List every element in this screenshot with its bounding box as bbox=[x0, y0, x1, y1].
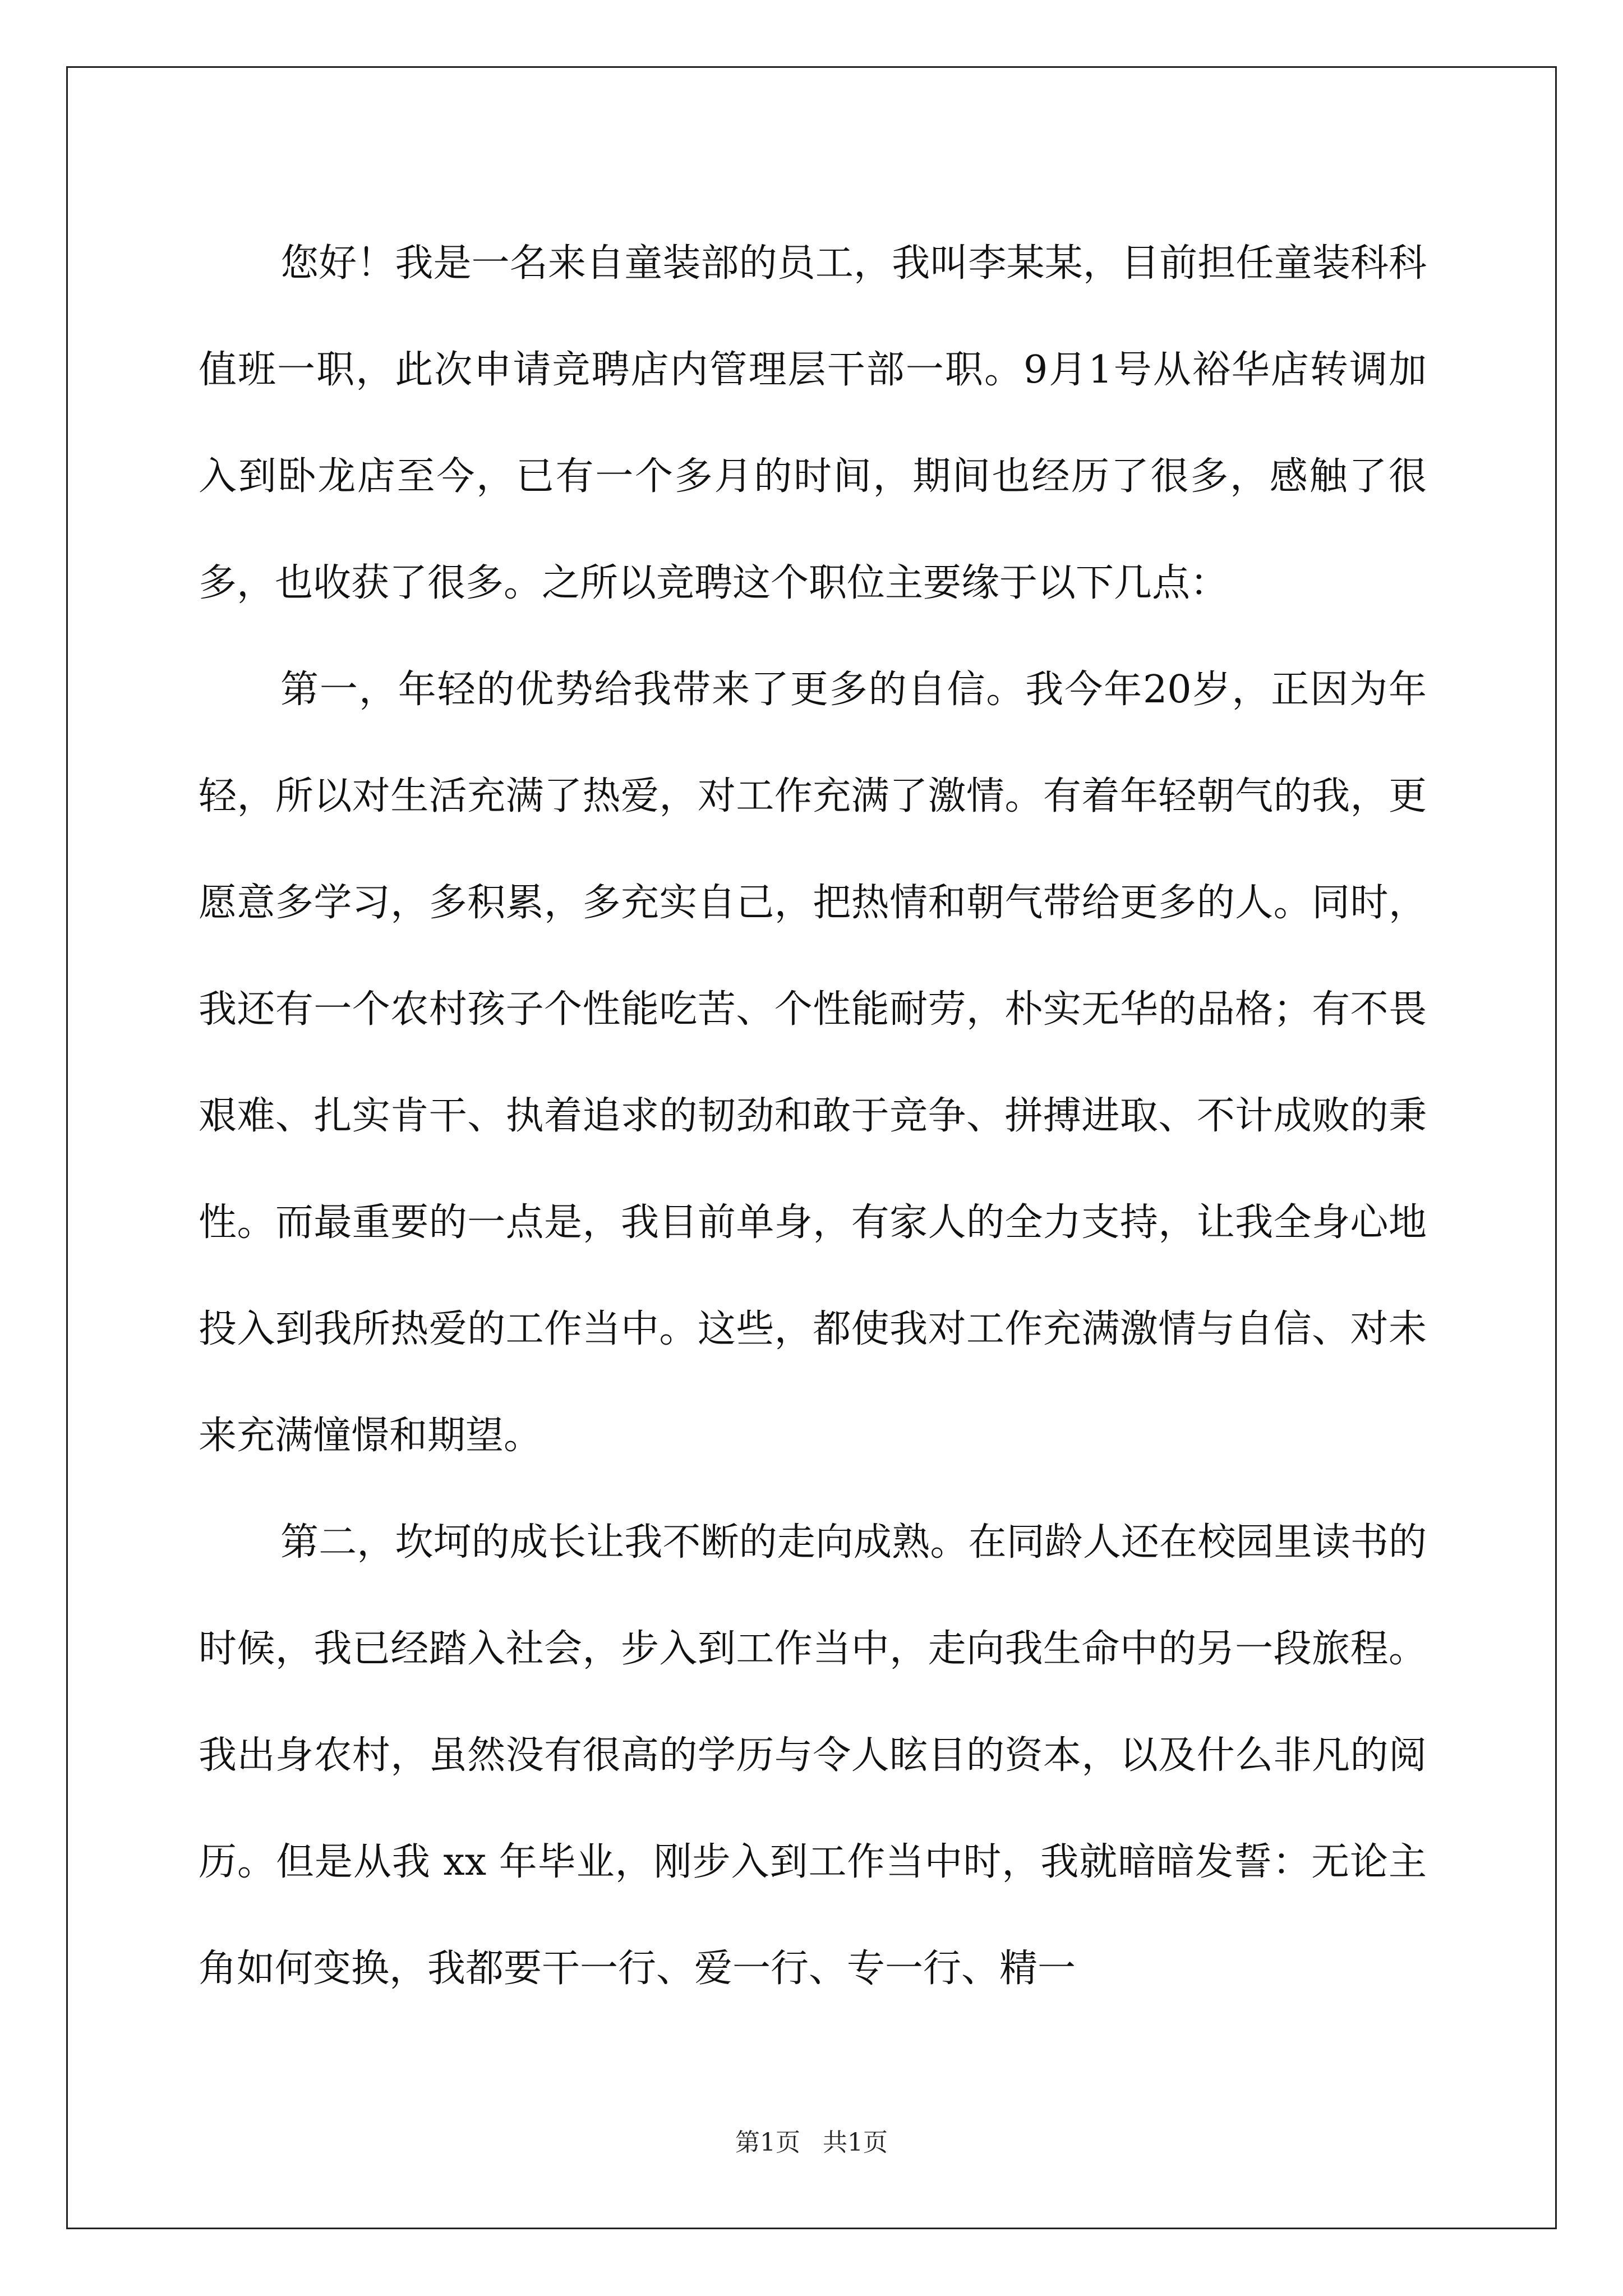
paragraph-intro: 您好！我是一名来自童装部的员工，我叫李某某，目前担任童装科科值班一职，此次申请竞聘店内管理层干部一职。9月1号从裕华店转调加入到卧龙店至今，已有一个多月的时间，期间也经历了很多，感触了很多，也收获了很多。之所以竞聘这个职位主要缘于以下几点： bbox=[199, 241, 1427, 605]
document-body bbox=[199, 210, 1427, 2022]
page-total: 共1页 bbox=[823, 2128, 888, 2157]
page-footer bbox=[0, 2126, 1623, 2160]
paragraph-first-point: 第一，年轻的优势给我带来了更多的自信。我今年20岁，正因为年轻，所以对生活充满了热爱，对工作充满了激情。有着年轻朝气的我，更愿意多学习，多积累，多充实自己，把热情和朝气带给更多的人。同时，我还有一个农村孩子个性能吃苦、个性能耐劳，朴实无华的品格；有不畏艰难、扎实肯干、执着追求的韧劲和敢于竞争、拼搏进取、不计成败的秉性。而最重要的一点是，我目前单身，有家人的全力支持，让我全身心地投入到我所热爱的工作当中。这些，都使我对工作充满激情与自信、对未来充满憧憬和期望。 bbox=[199, 668, 1427, 1458]
page-number: 第1页 bbox=[735, 2128, 800, 2157]
paragraph-second-point: 第二，坎坷的成长让我不断的走向成熟。在同龄人还在校园里读书的时候，我已经踏入社会，步入到工作当中，走向我生命中的另一段旅程。我出身农村，虽然没有很高的学历与令人眩目的资本，以及什么非凡的阅历。但是从我 xx 年毕业，刚步入到工作当中时，我就暗暗发誓：无论主角如何变换，我都要干一行、爱一行、专一行、精一 bbox=[199, 1520, 1427, 1991]
